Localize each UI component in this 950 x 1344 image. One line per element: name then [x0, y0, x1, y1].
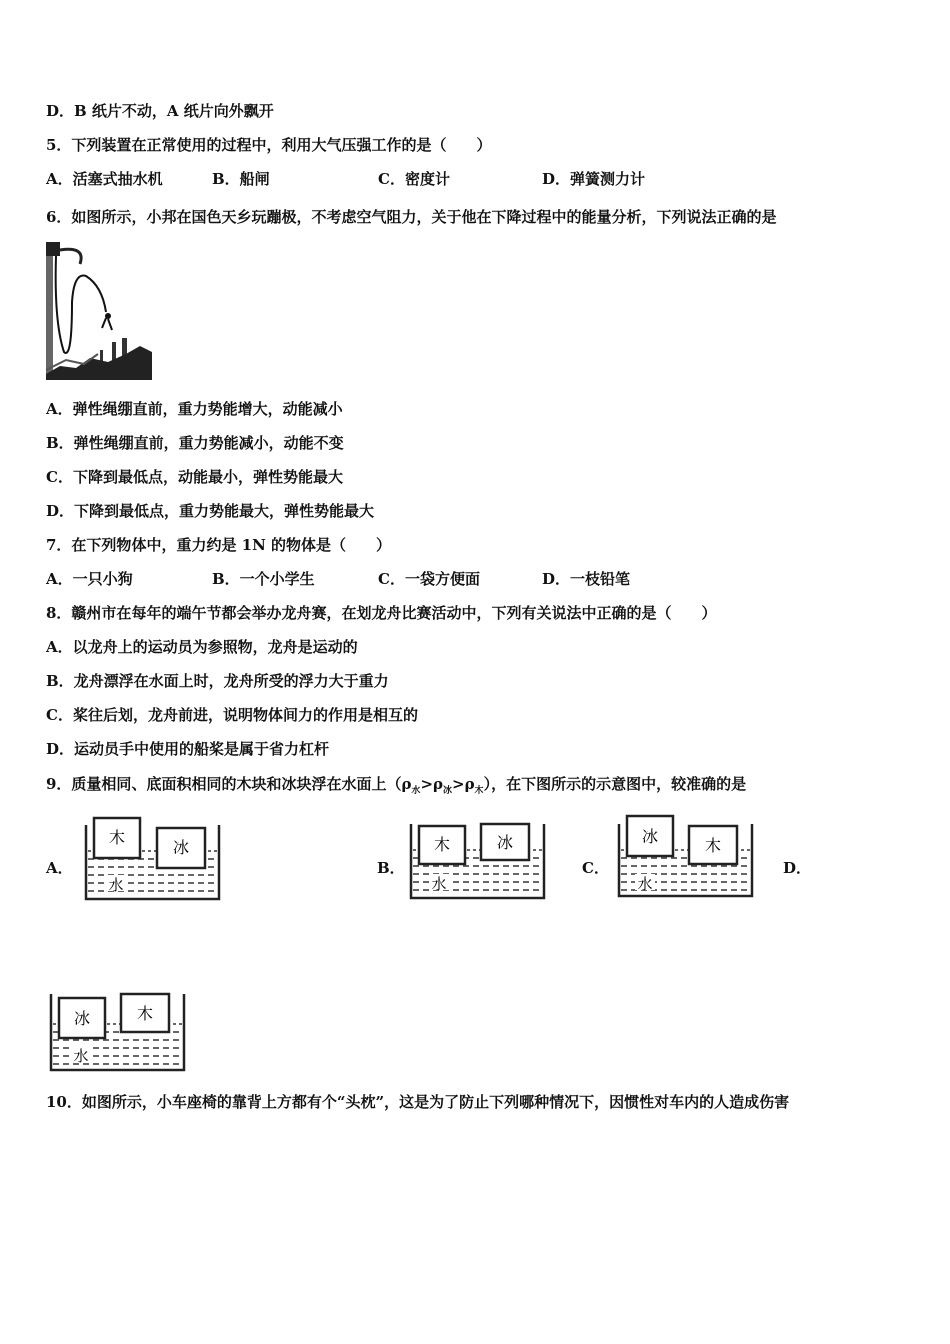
- bungee-figure: [46, 242, 152, 380]
- q9-label-a: A．: [46, 859, 73, 877]
- q5-option-a: A．活塞式抽水机: [46, 170, 163, 188]
- q7-option-d: D．一枝铅笔: [542, 570, 631, 588]
- q5-stem: 5．下列装置在正常使用的过程中，利用大气压强工作的是（ ）: [46, 136, 492, 154]
- tank-b-ice-label: 冰: [496, 833, 514, 852]
- tank-figure-b: [405, 818, 550, 902]
- q9-label-d: D．: [783, 859, 812, 877]
- tank-a-wood-label: 木: [108, 828, 126, 847]
- q5-option-b: B．船闸: [212, 170, 270, 188]
- tank-figure-a: [80, 815, 225, 903]
- q7-option-b: B．一个小学生: [212, 570, 315, 588]
- tank-c-ice-label: 冰: [641, 827, 659, 846]
- tank-c-wood-label: 木: [704, 836, 722, 855]
- tank-figure-c: [613, 812, 758, 900]
- tank-a-ice-label: 冰: [172, 838, 190, 857]
- q6-option-d: D．下降到最低点，重力势能最大，弹性势能最大: [46, 502, 375, 520]
- q6-option-c: C．下降到最低点，动能最小，弹性势能最大: [46, 468, 343, 486]
- tank-d-wood-label: 木: [136, 1004, 154, 1023]
- q6-option-b: B．弹性绳绷直前，重力势能减小，动能不变: [46, 434, 344, 452]
- tank-c-water-label: 水: [637, 875, 653, 893]
- q7-option-a: A．一只小狗: [46, 570, 133, 588]
- q8-option-c: C．桨往后划，龙舟前进，说明物体间力的作用是相互的: [46, 706, 418, 724]
- tank-d-water-label: 水: [73, 1047, 89, 1065]
- q9-label-b: B．: [377, 859, 405, 877]
- q6-stem: 6．如图所示，小邦在国色天乡玩蹦极，不考虑空气阻力，关于他在下降过程中的能量分析，下列说法正确的是: [46, 208, 777, 226]
- tank-d-ice-label: 冰: [73, 1009, 91, 1028]
- q10-stem: 10．如图所示，小车座椅的靠背上方都有个“头枕”，这是为了防止下列哪种情况下，因惯性对车内的人造成伤害: [46, 1093, 790, 1111]
- q6-option-a: A．弹性绳绷直前，重力势能增大，动能减小: [46, 400, 343, 418]
- q8-option-d: D．运动员手中使用的船桨是属于省力杠杆: [46, 740, 330, 758]
- tank-a-water-label: 水: [108, 876, 124, 894]
- tank-b-wood-label: 木: [433, 835, 451, 854]
- tank-figure-d: [45, 988, 190, 1074]
- q4-option-d: D．B 纸片不动，A 纸片向外飘开: [46, 102, 274, 120]
- q8-option-a: A．以龙舟上的运动员为参照物，龙舟是运动的: [46, 638, 358, 656]
- q5-option-c: C．密度计: [378, 170, 450, 188]
- q8-stem: 8．赣州市在每年的端午节都会举办龙舟赛，在划龙舟比赛活动中，下列有关说法中正确的是（ ）: [46, 604, 717, 622]
- q8-option-b: B．龙舟漂浮在水面上时，龙舟所受的浮力大于重力: [46, 672, 389, 690]
- q7-option-c: C．一袋方便面: [378, 570, 480, 588]
- q9-label-c: C．: [582, 859, 609, 877]
- q7-stem: 7．在下列物体中，重力约是 1N 的物体是（ ）: [46, 536, 392, 554]
- q9-stem: 9．质量相同、底面积相同的木块和冰块浮在水面上$(\rho_水>\rho_冰>\rho_木)$，在下图所示的示意图中，较准确的是: [46, 775, 747, 796]
- tank-b-water-label: 水: [431, 875, 447, 893]
- q5-option-d: D．弹簧测力计: [542, 170, 646, 188]
